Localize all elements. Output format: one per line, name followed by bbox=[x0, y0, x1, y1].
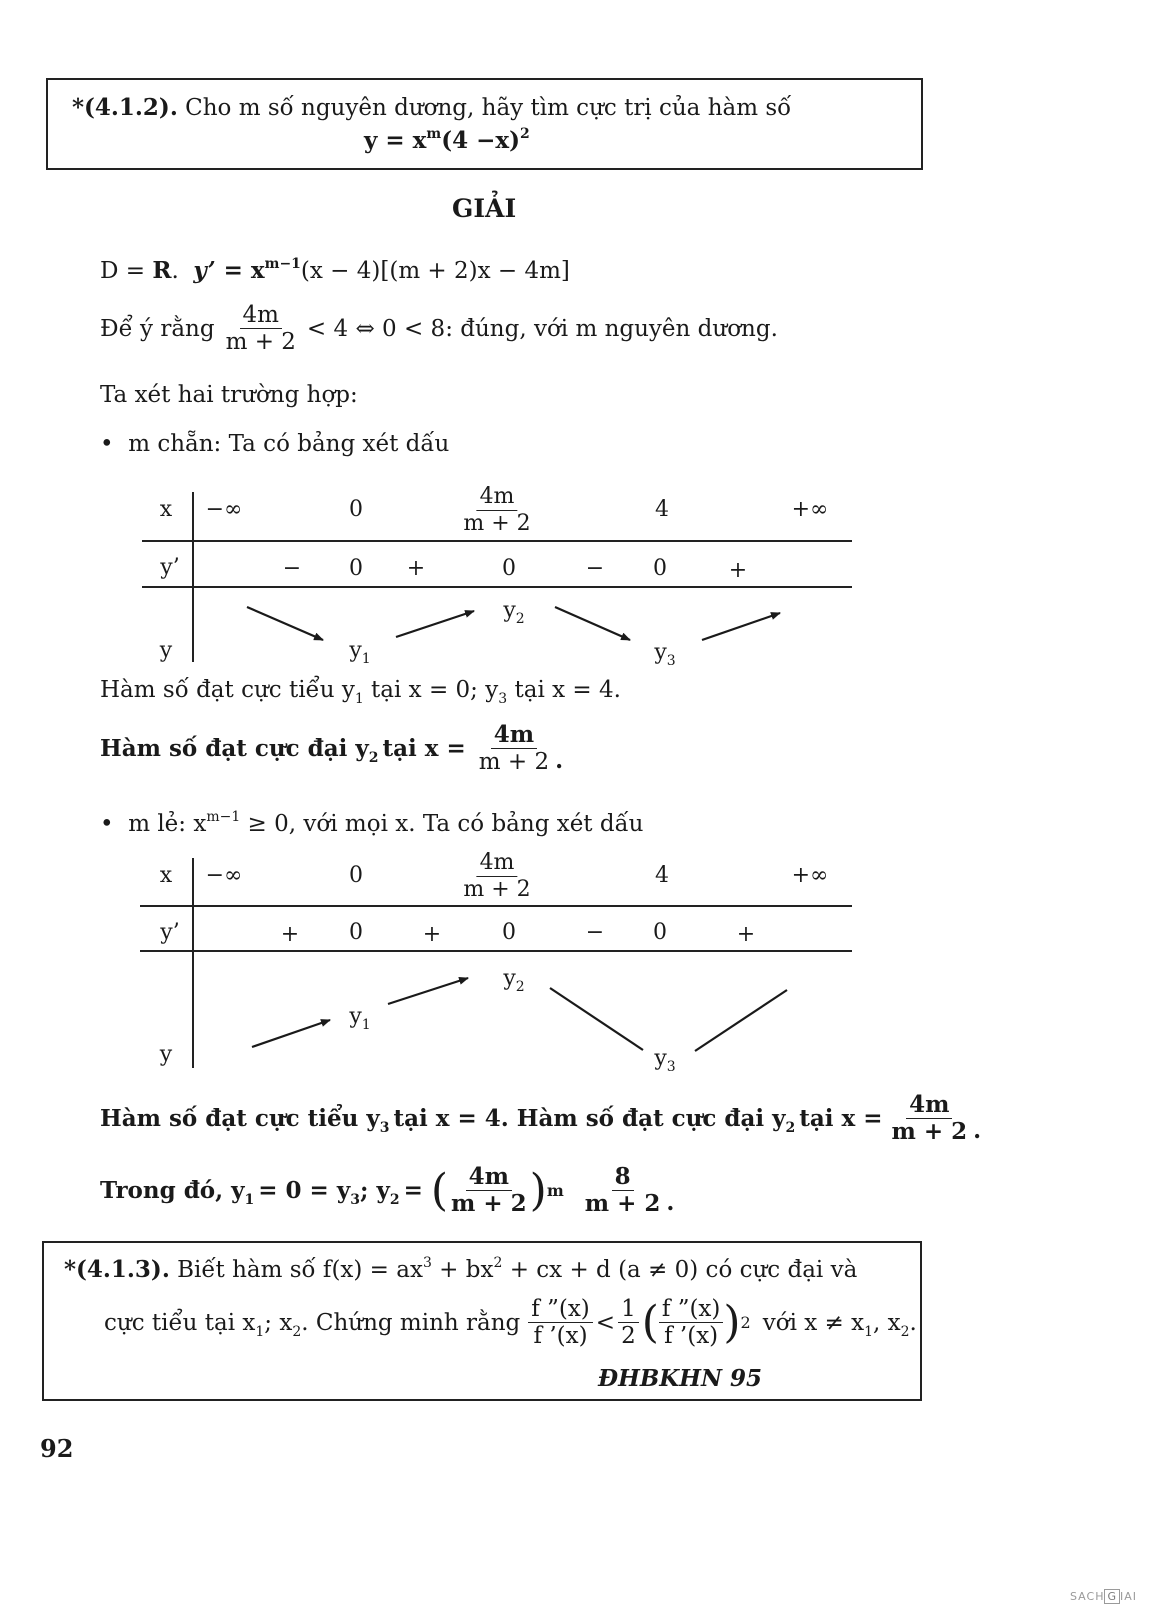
less-than: < bbox=[595, 1309, 616, 1336]
paren-open: ( bbox=[430, 1164, 449, 1216]
row-label-y-prime: y’ bbox=[160, 555, 180, 580]
sign: + bbox=[728, 558, 748, 583]
sign: + bbox=[422, 922, 442, 947]
y-sub: 2 bbox=[515, 979, 525, 995]
row-label-y-prime: y’ bbox=[160, 920, 180, 945]
y-sub: 2 bbox=[515, 611, 525, 627]
fraction-denominator: f ’(x) bbox=[533, 1323, 588, 1349]
text: + cx + d (a ≠ 0) có cực đại và bbox=[502, 1257, 858, 1283]
bullet-icon: • bbox=[100, 811, 114, 837]
x-value: −∞ bbox=[205, 497, 243, 522]
sub: 1 bbox=[354, 691, 364, 707]
derivative-factors: (x − 4)[(m + 2)x − 4m] bbox=[300, 258, 570, 284]
paren-open: ( bbox=[641, 1296, 659, 1348]
x-value: −∞ bbox=[205, 863, 243, 888]
period: . bbox=[973, 1116, 982, 1144]
fraction-numerator: 4m bbox=[906, 1092, 952, 1119]
problem-text: Cho m số nguyên dương, hãy tìm cực trị của hàm số bbox=[185, 95, 792, 121]
paren-close: ) bbox=[723, 1296, 741, 1348]
arrow-increasing bbox=[388, 978, 468, 1004]
problem-label: *(4.1.2). bbox=[72, 94, 178, 121]
watermark-text: SACH bbox=[1070, 1590, 1105, 1603]
x-value: 4 bbox=[655, 497, 669, 522]
text: tại x = 0; y bbox=[363, 677, 499, 703]
text: tại x = bbox=[382, 734, 466, 762]
text: , x bbox=[873, 1309, 901, 1336]
arrow-decreasing bbox=[555, 607, 630, 640]
x-value: 0 bbox=[349, 863, 363, 888]
derivative-x: = x bbox=[215, 257, 265, 284]
text: cực tiểu tại x bbox=[104, 1309, 256, 1336]
row-label-y: y bbox=[159, 1042, 173, 1067]
sign: − bbox=[585, 920, 605, 945]
sign: + bbox=[406, 556, 426, 581]
row-label-x: x bbox=[159, 497, 173, 522]
fraction-denominator: m + 2 bbox=[463, 511, 531, 536]
ratio-fraction bbox=[528, 1296, 593, 1349]
x-value: +∞ bbox=[791, 863, 829, 888]
arrow-increasing bbox=[702, 613, 780, 640]
fraction-denominator: m + 2 bbox=[584, 1190, 661, 1217]
text: Hàm số đạt cực tiểu y bbox=[100, 1104, 380, 1132]
note-text: Để ý rằng bbox=[100, 315, 215, 342]
text: . Chứng minh rằng bbox=[301, 1309, 521, 1336]
domain-end: . bbox=[171, 258, 179, 284]
arrow-decreasing bbox=[550, 988, 643, 1050]
fraction-numerator: 4m bbox=[477, 484, 518, 511]
text: m lẻ: x bbox=[128, 811, 207, 837]
text: = 0 = y bbox=[258, 1176, 351, 1204]
problem-4-1-3-line2: cực tiểu tại x 1 ; x 2 . Chứng minh rằng $\frac{f ”(x)}{f ’(x)}$ < $\frac{1}{2}$ ( $\frac{f ”(x)}{f ’(x)}$ ) 2 với x ≠ x 1 , x 2 . bbox=[104, 1296, 917, 1349]
fraction-numerator: 4m bbox=[466, 1164, 512, 1191]
fraction-numerator: 1 bbox=[618, 1296, 639, 1323]
fraction-denominator: m + 2 bbox=[478, 749, 550, 775]
fraction-denominator: m + 2 bbox=[463, 877, 531, 902]
text: Biết hàm số f(x) = ax bbox=[177, 1257, 423, 1283]
cases-intro: Ta xét hai trường hợp: bbox=[100, 382, 358, 408]
text: Trong đó, y bbox=[100, 1176, 245, 1204]
solution-heading: GIẢI bbox=[452, 194, 517, 223]
derivative-symbol: y’ bbox=[193, 257, 216, 284]
period: . bbox=[666, 1188, 675, 1216]
text: tại x = 4. bbox=[507, 677, 621, 703]
y-sub: 3 bbox=[666, 1059, 676, 1075]
fraction-denominator: m + 2 bbox=[891, 1118, 968, 1145]
y-name: y bbox=[349, 638, 362, 663]
y-name: y bbox=[503, 598, 516, 623]
exponent: 3 bbox=[422, 1255, 432, 1271]
x-value: +∞ bbox=[791, 497, 829, 522]
factor-fraction bbox=[582, 1164, 664, 1217]
x-fraction bbox=[889, 1092, 971, 1145]
text: + bx bbox=[431, 1257, 494, 1283]
watermark-logo bbox=[1070, 1589, 1137, 1604]
arrow-increasing bbox=[695, 990, 787, 1051]
sign: 0 bbox=[653, 556, 667, 581]
text: với x ≠ x bbox=[762, 1309, 865, 1336]
final-values: Trong đó, y 1 = 0 = y 3 ; y 2 = ( $\frac{4m}{m + 2}$ ) m $\frac{8}{m + 2}$ . bbox=[100, 1163, 675, 1217]
y-name: y bbox=[503, 966, 516, 991]
sign: 0 bbox=[349, 920, 363, 945]
fraction-numerator: 4m bbox=[240, 302, 282, 329]
row-label-y: y bbox=[159, 638, 173, 663]
text: ; x bbox=[264, 1309, 293, 1336]
even-result-max: Hàm số đạt cực đại y 2 tại x = $\frac{4m}{m + 2}$ . bbox=[100, 721, 564, 775]
text: = bbox=[403, 1176, 423, 1204]
exponent: 2 bbox=[493, 1255, 503, 1271]
fraction-numerator: 8 bbox=[612, 1164, 634, 1191]
text: ≥ 0, với mọi x. Ta có bảng xét dấu bbox=[240, 811, 644, 837]
sign: + bbox=[280, 922, 300, 947]
sign: − bbox=[282, 556, 302, 581]
arrow-increasing bbox=[252, 1020, 330, 1047]
exponent: m−1 bbox=[206, 809, 241, 825]
sign: − bbox=[585, 556, 605, 581]
bullet-icon: • bbox=[100, 431, 114, 457]
problem-source: ĐHBKHN 95 bbox=[598, 1365, 763, 1392]
odd-result: Hàm số đạt cực tiểu y 3 tại x = 4. Hàm số đạt cực đại y 2 tại x = $\frac{4m}{m + 2}$ . bbox=[100, 1091, 982, 1145]
text: Hàm số đạt cực đại y bbox=[100, 734, 369, 762]
text: Hàm số đạt cực tiểu y bbox=[100, 677, 355, 703]
period: . bbox=[909, 1309, 917, 1336]
fraction-denominator: f ’(x) bbox=[664, 1323, 719, 1349]
x-value: 4 bbox=[655, 863, 669, 888]
real-set: R bbox=[152, 257, 172, 284]
sign: 0 bbox=[502, 920, 516, 945]
text: tại x = bbox=[799, 1104, 883, 1132]
text: ; y bbox=[359, 1176, 390, 1204]
fraction-numerator: f ”(x) bbox=[659, 1296, 724, 1323]
paren-close: ) bbox=[529, 1164, 547, 1216]
case-even-text: m chẵn: Ta có bảng xét dấu bbox=[128, 431, 450, 457]
derivative-exponent: m−1 bbox=[264, 256, 301, 272]
half-fraction bbox=[618, 1296, 639, 1349]
arrow-decreasing bbox=[247, 607, 323, 640]
arrow-increasing bbox=[396, 611, 474, 637]
text: tại x = 4. Hàm số đạt cực đại y bbox=[393, 1104, 786, 1132]
fraction-denominator: m + 2 bbox=[451, 1190, 527, 1217]
y-sub: 1 bbox=[361, 651, 371, 667]
sign: + bbox=[736, 922, 756, 947]
y-name: y bbox=[349, 1004, 362, 1029]
x-value: 0 bbox=[349, 497, 363, 522]
y-name: y bbox=[654, 1046, 667, 1071]
fraction-numerator: f ”(x) bbox=[528, 1296, 593, 1323]
y-sub: 3 bbox=[666, 653, 676, 669]
sign: 0 bbox=[653, 920, 667, 945]
fraction-numerator: 4m bbox=[477, 850, 518, 877]
sign: 0 bbox=[349, 556, 363, 581]
note-condition: < 4 ⇔ 0 < 8: đúng, với m nguyên dương. bbox=[306, 315, 778, 342]
fraction-denominator: m + 2 bbox=[225, 329, 296, 355]
fraction-denominator: 2 bbox=[621, 1323, 636, 1349]
sub: 3 bbox=[498, 691, 508, 707]
y-sub: 1 bbox=[361, 1017, 371, 1033]
problem-4-1-3-line1 bbox=[64, 1256, 857, 1284]
problem-formula: $y = x^m(4 -x)^2$ bbox=[364, 126, 530, 154]
watermark-mark: G bbox=[1104, 1589, 1120, 1604]
fraction-numerator: 4m bbox=[491, 722, 537, 749]
watermark-text: IAI bbox=[1120, 1590, 1138, 1603]
base-fraction bbox=[448, 1164, 530, 1217]
page-number: 92 bbox=[40, 1434, 74, 1463]
sign: 0 bbox=[502, 556, 516, 581]
squared-fraction bbox=[659, 1296, 724, 1349]
domain-text: D = bbox=[100, 258, 153, 284]
y-name: y bbox=[654, 640, 667, 665]
problem-label: *(4.1.3). bbox=[64, 1256, 170, 1283]
row-label-x: x bbox=[159, 863, 173, 888]
period: . bbox=[555, 746, 564, 774]
